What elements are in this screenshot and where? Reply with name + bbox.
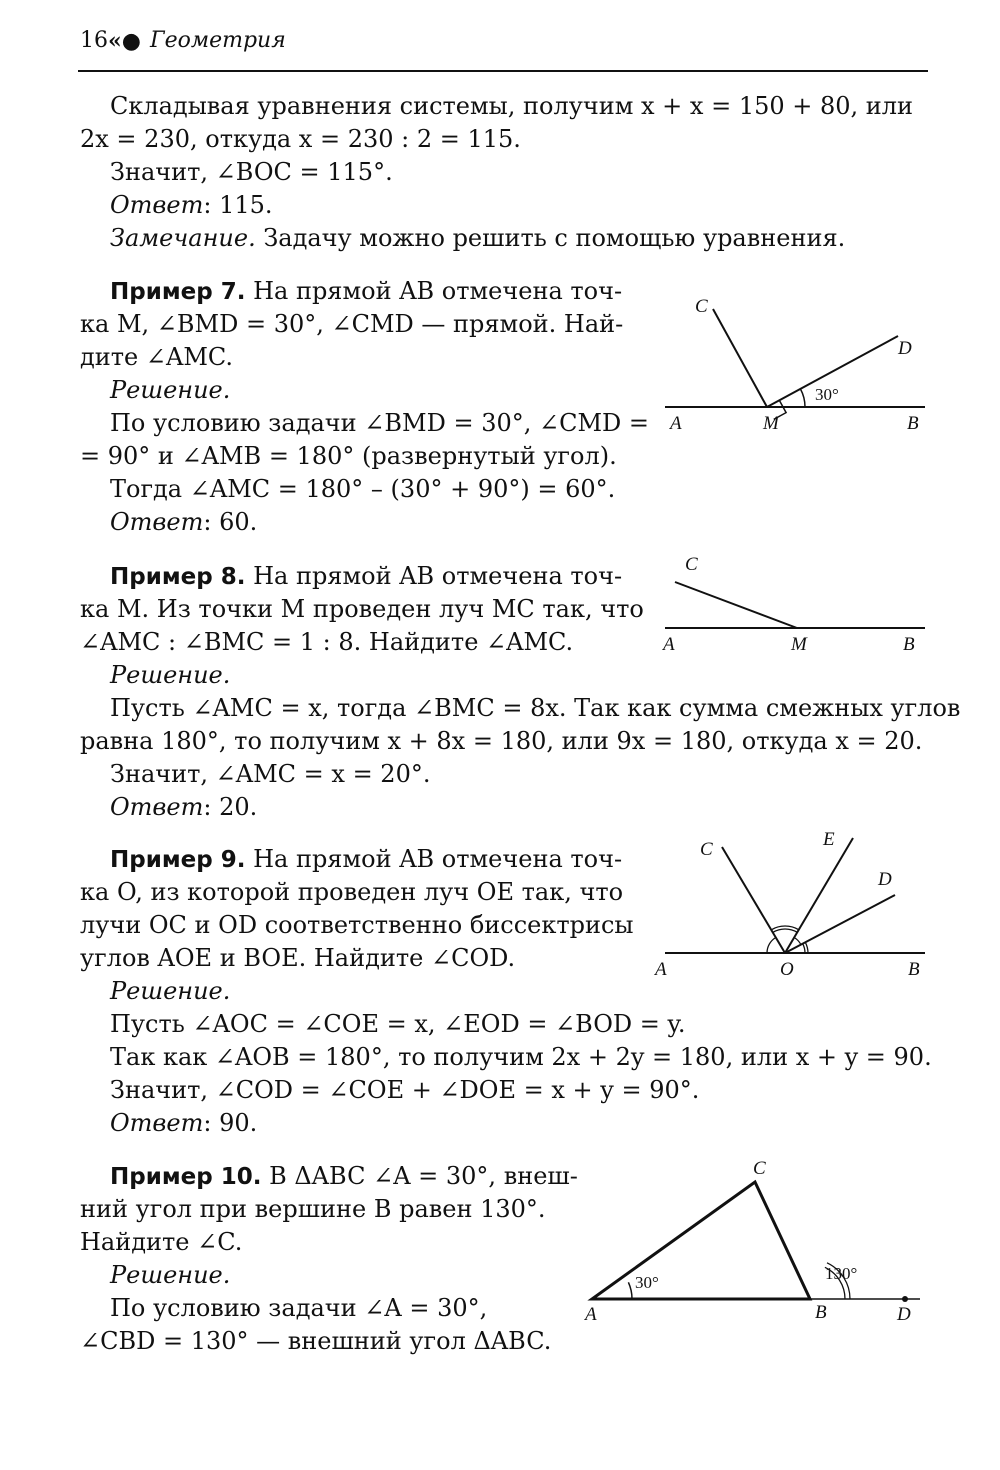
- example-10-first-line: [110, 1160, 578, 1194]
- angle-a-arc: [628, 1282, 632, 1299]
- label-b: B: [907, 413, 919, 434]
- page-number: 16: [80, 28, 108, 53]
- angle-arc: [767, 938, 776, 954]
- text: В ΔABC ∠A = 30°, внеш-: [261, 1162, 578, 1190]
- text: На прямой AB отмечена точ-: [245, 562, 623, 590]
- example-7-first-line: [110, 275, 622, 309]
- example-7-figure: [655, 285, 935, 435]
- text-line: Пусть ∠AOC = ∠COE = x, ∠EOD = ∠BOD = y.: [110, 1010, 686, 1038]
- answer-line: [110, 791, 257, 824]
- text-line: ний угол при вершине B равен 130°.: [80, 1195, 546, 1223]
- text-line: = 90° и ∠AMB = 180° (развернутый угол).: [80, 442, 617, 470]
- note-label: Замечание.: [110, 224, 256, 252]
- label-e: E: [823, 829, 835, 850]
- label-a: A: [670, 413, 682, 434]
- label-m: M: [791, 634, 807, 655]
- text-line: лучи OC и OD соответственно биссектрисы: [80, 911, 634, 939]
- text: На прямой AB отмечена точ-: [245, 277, 623, 305]
- label-b: B: [815, 1302, 827, 1323]
- text-line: ∠CBD = 130° — внешний угол ΔABC.: [80, 1327, 552, 1355]
- solution-label: Решение.: [110, 1261, 231, 1289]
- label-b: B: [903, 634, 915, 655]
- label-d: D: [878, 869, 892, 890]
- point-d: [902, 1296, 908, 1302]
- text-line: равна 180°, то получим x + 8x = 180, или 9x = 180, откуда x = 20.: [80, 727, 923, 755]
- answer-value: : 20.: [203, 793, 258, 821]
- note-line: [110, 222, 845, 255]
- text-line: По условию задачи ∠BMD = 30°, ∠CMD =: [110, 409, 650, 437]
- solution-label: Решение.: [110, 661, 231, 689]
- text-line: Складывая уравнения системы, получим x + x = 150 + 80, или: [110, 92, 914, 120]
- text-line: Так как ∠AOB = 180°, то получим 2x + 2y = 180, или x + y = 90.: [110, 1043, 932, 1071]
- answer-label: Ответ: [110, 508, 204, 536]
- label-d: D: [898, 338, 912, 359]
- label-o: O: [780, 959, 794, 980]
- text-line: Найдите ∠C.: [80, 1228, 243, 1256]
- angle-arc: [803, 944, 805, 953]
- example-8-title: Пример 8.: [110, 564, 246, 590]
- answer-label: Ответ: [110, 191, 204, 219]
- note-text: Задачу можно решить с помощью уравнения.: [255, 224, 846, 252]
- label-c: C: [685, 554, 698, 575]
- text-line: Пусть ∠AMC = x, тогда ∠BMC = 8x. Так как сумма смежных углов: [110, 694, 961, 722]
- answer-label: Ответ: [110, 793, 204, 821]
- label-c: C: [753, 1158, 766, 1179]
- label-m: M: [763, 413, 779, 434]
- angle-arc: [800, 389, 805, 407]
- label-a: A: [663, 634, 675, 655]
- answer-value: : 60.: [203, 508, 258, 536]
- label-c: C: [695, 296, 708, 317]
- text: На прямой AB отмечена точ-: [245, 845, 623, 873]
- text-line: По условию задачи ∠A = 30°,: [110, 1294, 488, 1322]
- answer-line: [110, 189, 273, 222]
- text-line: углов AOE и BOE. Найдите ∠COD.: [80, 944, 516, 972]
- example-8-figure: [655, 550, 935, 660]
- angle-arc: [794, 938, 801, 945]
- header-rule: [78, 70, 928, 72]
- text-line: Значит, ∠BOC = 115°.: [110, 158, 393, 186]
- answer-line: [110, 506, 257, 539]
- text-line: дите ∠AMC.: [80, 343, 234, 371]
- example-10-title: Пример 10.: [110, 1164, 262, 1190]
- text-line: ка O, из которой проведен луч OE так, что: [80, 878, 624, 906]
- example-10-figure: [575, 1150, 935, 1330]
- label-d: D: [897, 1304, 911, 1325]
- angle-label: 30°: [815, 385, 839, 404]
- text-line: Значит, ∠COD = ∠COE + ∠DOE = x + y = 90°.: [110, 1076, 700, 1104]
- label-b: B: [908, 959, 920, 980]
- ray-mc: [675, 582, 797, 628]
- label-a: A: [655, 959, 667, 980]
- text-line: ка M, ∠BMD = 30°, ∠CMD — прямой. Най-: [80, 310, 624, 338]
- angle-arc: [773, 929, 798, 932]
- answer-value: : 115.: [203, 191, 273, 219]
- angle-arc: [805, 942, 808, 953]
- text-line: Значит, ∠AMC = x = 20°.: [110, 760, 431, 788]
- label-a: A: [585, 1304, 597, 1325]
- answer-value: : 90.: [203, 1109, 258, 1137]
- example-9-first-line: [110, 843, 622, 877]
- ray-mc: [713, 309, 767, 407]
- example-9-figure: [650, 825, 940, 985]
- header-marker: «●: [108, 28, 141, 54]
- label-c: C: [700, 839, 713, 860]
- example-9-title: Пример 9.: [110, 847, 246, 873]
- text-line: Тогда ∠AMC = 180° – (30° + 90°) = 60°.: [110, 475, 616, 503]
- running-title: Геометрия: [150, 28, 286, 53]
- triangle-abc: [592, 1182, 810, 1299]
- answer-line: [110, 1107, 257, 1140]
- angle-a-label: 30°: [635, 1273, 659, 1292]
- text-line: ∠AMC : ∠BMC = 1 : 8. Найдите ∠AMC.: [80, 628, 574, 656]
- answer-label: Ответ: [110, 1109, 204, 1137]
- text-line: ка M. Из точки M проведен луч MC так, что: [80, 595, 644, 623]
- example-8-first-line: [110, 560, 622, 594]
- example-7-title: Пример 7.: [110, 279, 246, 305]
- solution-label: Решение.: [110, 376, 231, 404]
- solution-label: Решение.: [110, 977, 231, 1005]
- angle-b-label: 130°: [825, 1264, 858, 1283]
- text-line: 2x = 230, откуда x = 230 : 2 = 115.: [80, 125, 521, 153]
